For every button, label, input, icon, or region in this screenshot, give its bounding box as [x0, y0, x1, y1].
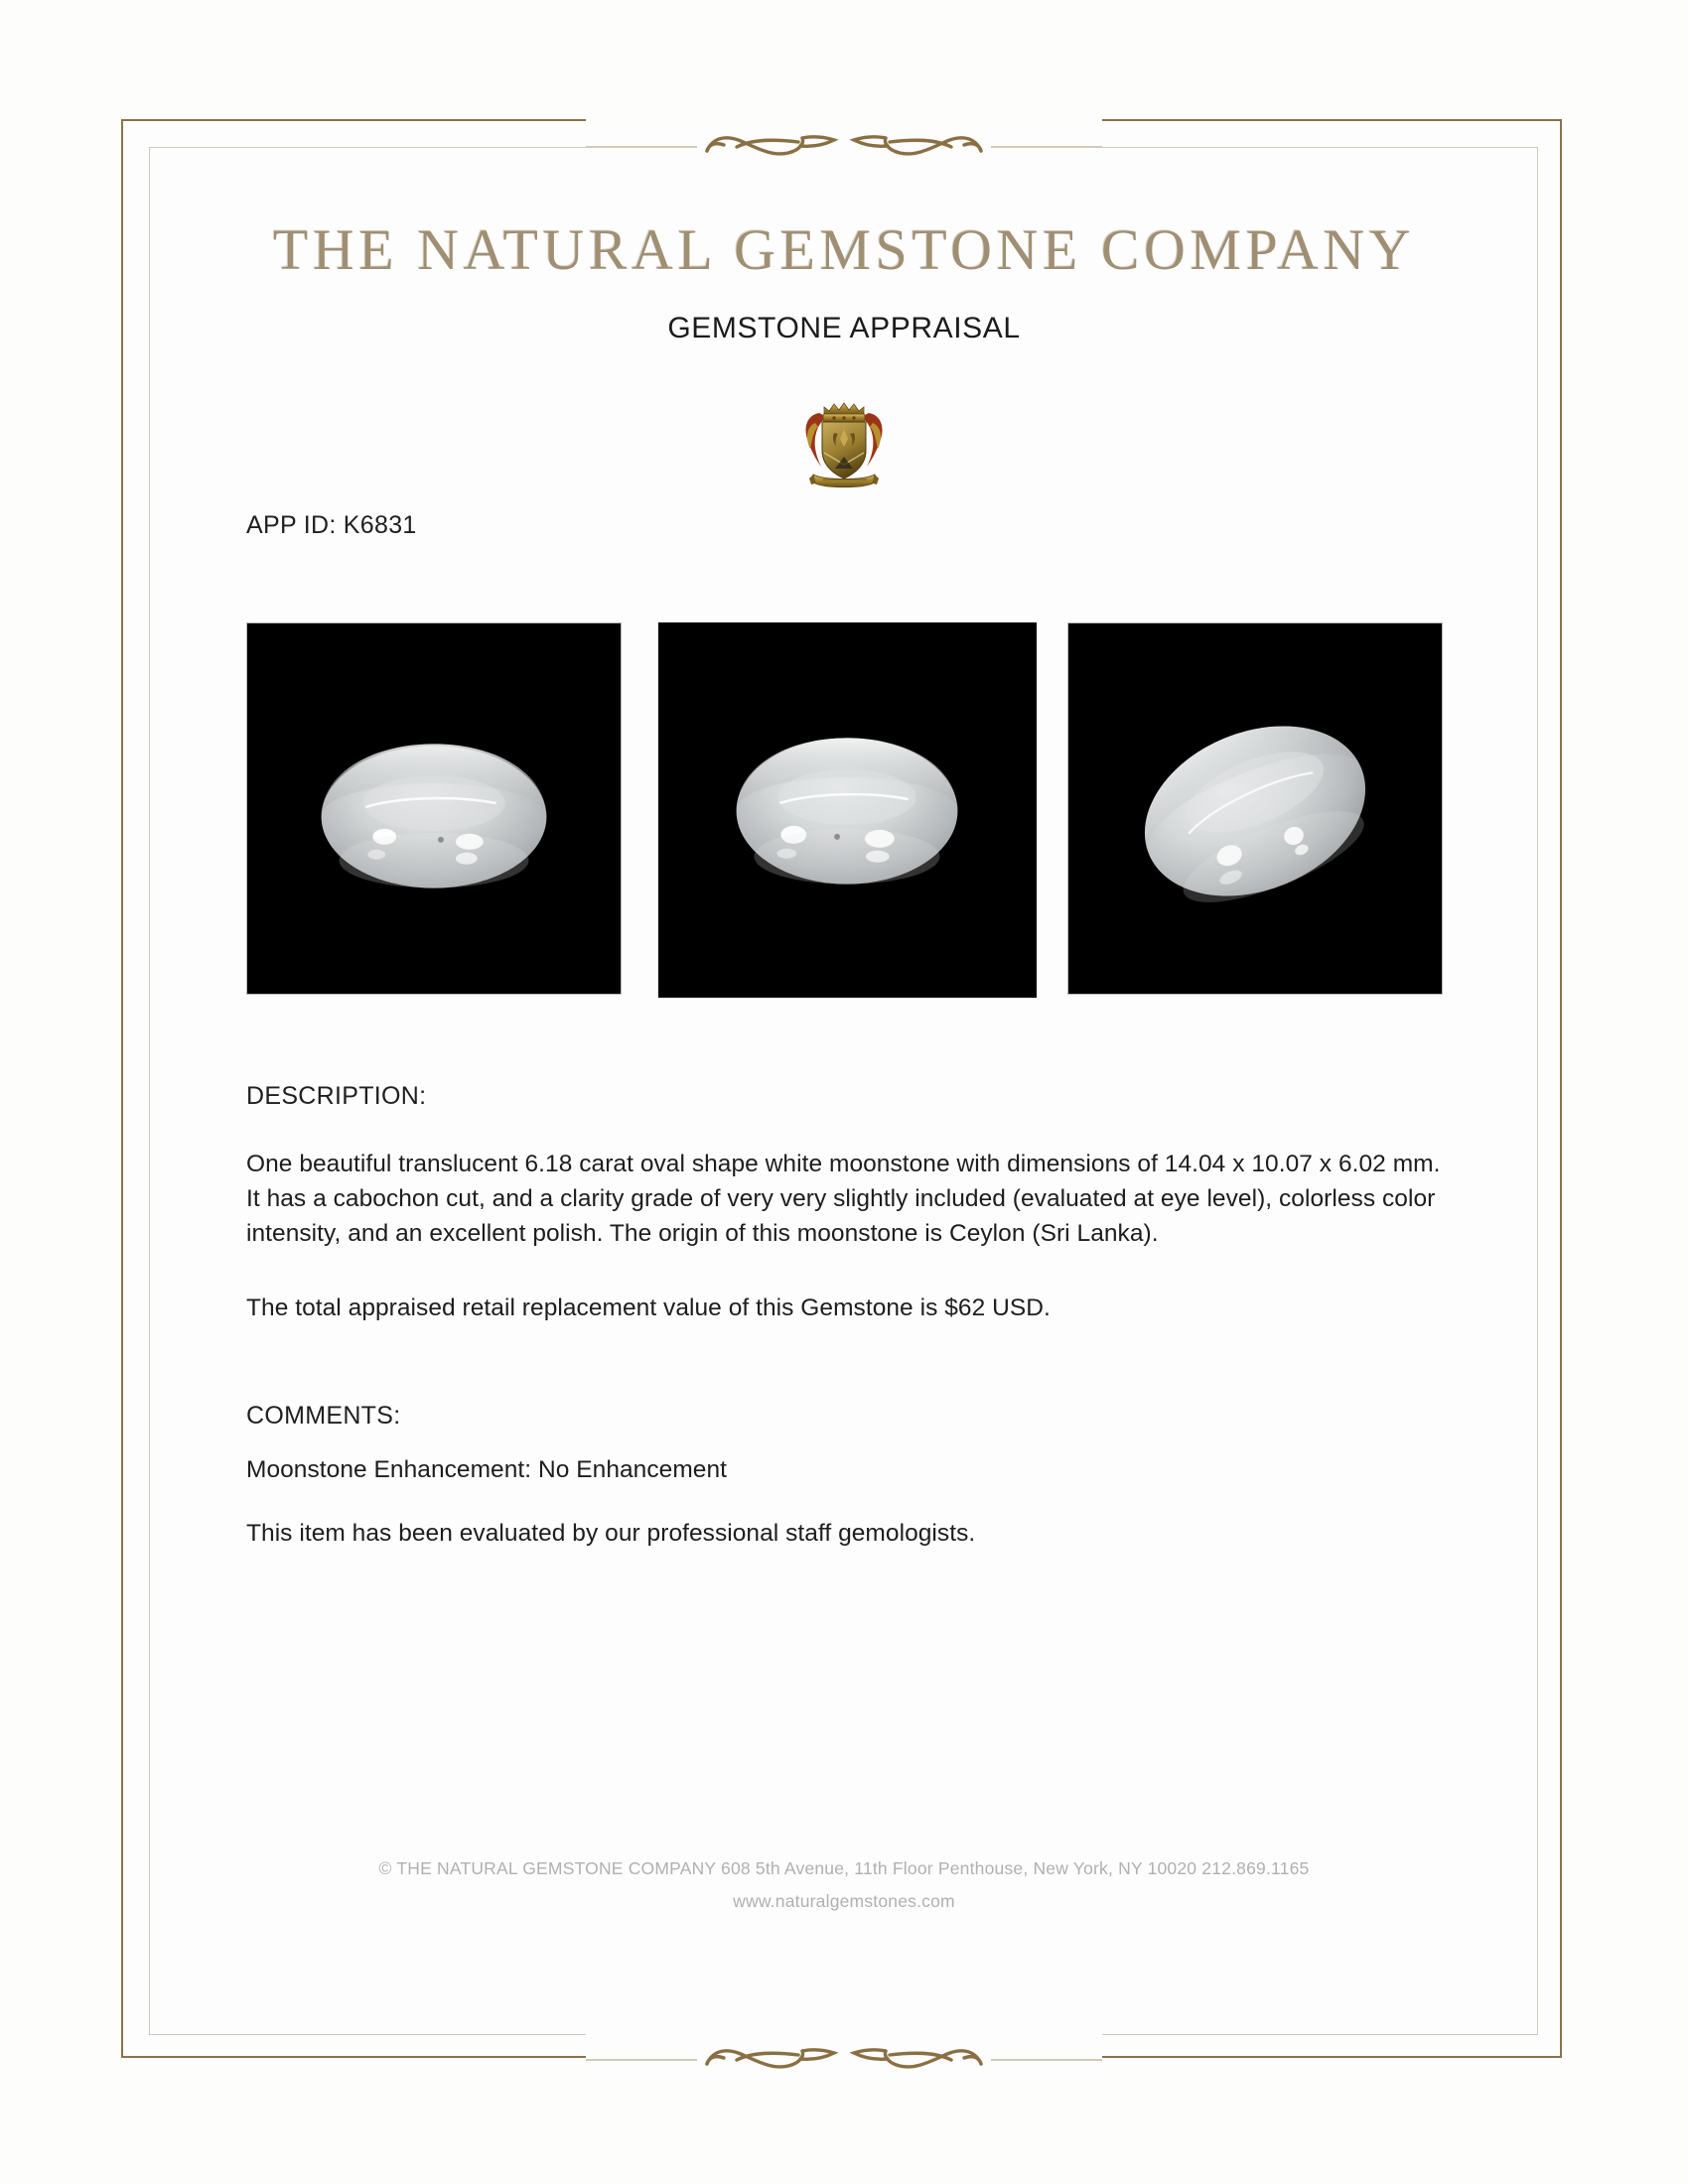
- footer-website-link[interactable]: www.naturalgemstones.com: [733, 1891, 955, 1911]
- document-subtitle: GEMSTONE APPRAISAL: [667, 312, 1021, 344]
- flourish-icon: [586, 117, 1102, 171]
- enhancement-statement: Moonstone Enhancement: No Enhancement: [246, 1456, 727, 1483]
- ornament-divider-bottom: [586, 2030, 1102, 2084]
- flourish-icon: [586, 2030, 1102, 2084]
- company-title: THE NATURAL GEMSTONE COMPANY: [272, 217, 1416, 282]
- heraldic-crest-icon: [791, 389, 897, 488]
- gem-photo-top-view: [1067, 622, 1443, 995]
- gem-photo-front-view: [658, 622, 1037, 998]
- gem-photo-side-view: [246, 622, 622, 995]
- description-heading: DESCRIPTION:: [246, 1082, 427, 1110]
- footer-address-line: © THE NATURAL GEMSTONE COMPANY 608 5th Avenue, 11th Floor Penthouse, New York, NY 10020 212.869.1165: [378, 1858, 1310, 1878]
- comments-heading: COMMENTS:: [246, 1402, 401, 1430]
- ornament-divider-top: [586, 117, 1102, 171]
- app-id-label: APP ID: K6831: [246, 511, 417, 539]
- gem-photo-gallery: [246, 622, 1443, 998]
- evaluation-statement: This item has been evaluated by our professional staff gemologists.: [246, 1520, 976, 1547]
- appraised-value-statement: The total appraised retail replacement value of this Gemstone is $62 USD.: [246, 1295, 1051, 1321]
- description-paragraph: One beautiful translucent 6.18 carat oval shape white moonstone with dimensions of 14.04 x 10.07 x 6.02 mm. It has a cabochon cut, and a clarity grade of very very slightly included (evaluated at eye level), colorless color intensity, and an excellent polish. The origin of this moonstone is Ceylon (Sri Lanka).: [246, 1151, 1441, 1247]
